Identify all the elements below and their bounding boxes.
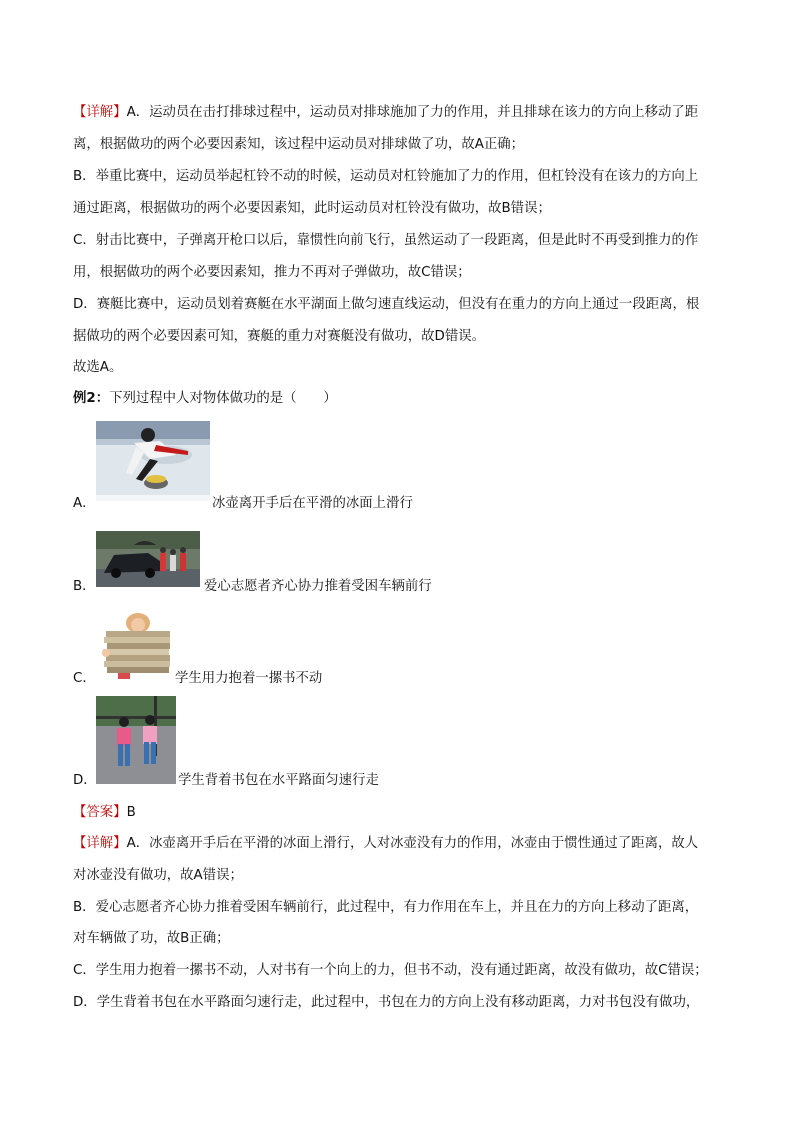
detail1-line-8: 据做功的两个必要因素可知，赛艇的重力对赛艇没有做功，故D错误。 (73, 329, 486, 344)
detail1-line-3: B．举重比赛中，运动员举起杠铃不动的时候，运动员对杠铃施加了力的作用，但杠铃没有在该力的方向上 (73, 169, 699, 184)
detail2-tag: 【详解】 (73, 836, 127, 851)
option-d-letter: D． (73, 773, 97, 788)
detail1-line-4: 通过距离，根据做功的两个必要因素知，此时运动员对杠铃没有做功，故B错误； (73, 201, 551, 216)
option-b-letter: B． (73, 579, 96, 594)
option-b-text: 爱心志愿者齐心协力推着受困车辆前行 (204, 579, 432, 594)
detail1-line-7: D．赛艇比赛中，运动员划着赛艇在水平湖面上做匀速直线运动，但没有在重力的方向上通过一段距离，根 (73, 297, 700, 312)
option-d-text: 学生背着书包在水平路面匀速行走 (178, 773, 379, 788)
example2-question-line (73, 389, 733, 409)
detail1-line-6: 用，根据做功的两个必要因素知，推力不再对子弹做功，故C错误； (73, 265, 471, 280)
walking-students-photo (96, 696, 176, 784)
example2-label: 例2： (73, 391, 110, 406)
detail1-tag: 【详解】 (73, 105, 127, 120)
detail1-line-2: 离，根据做功的两个必要因素知，该过程中运动员对排球做了功，故A正确； (73, 137, 525, 152)
example2-question: 下列过程中人对物体做功的是（ ） (109, 391, 337, 406)
holding-books-photo (100, 613, 172, 679)
option-a-letter: A． (73, 496, 96, 511)
detail1-line-5: C．射击比赛中，子弹离开枪口以后，靠惯性向前飞行，虽然运动了一段距离，但是此时不再受到推力的作 (73, 233, 699, 248)
detail2-line-2: 对冰壶没有做功，故A错误； (73, 868, 243, 883)
detail2-line-3: B．爱心志愿者齐心协力推着受困车辆前行，此过程中，有力作用在车上，并且在力的方向上移动了距离， (73, 900, 699, 915)
answer-value: B (126, 805, 136, 820)
detail2-line-5: C．学生用力抱着一摞书不动，人对书有一个向上的力，但书不动，没有通过距离，故没有做功，故C错误； (73, 963, 708, 978)
option-c-text: 学生用力抱着一摞书不动 (175, 671, 323, 686)
option-a-text: 冰壶离开手后在平滑的冰面上滑行 (212, 496, 413, 511)
curling-photo (96, 421, 210, 501)
detail1-line-1: 【详解】A．运动员在击打排球过程中，运动员对排球施加了力的作用，并且排球在该力的方向上移动了距 (73, 105, 699, 120)
detail2-line-1: 【详解】A．冰壶离开手后在平滑的冰面上滑行，人对冰壶没有力的作用，冰壶由于惯性通过了距离，故人 (73, 836, 699, 851)
pushing-car-photo (96, 531, 200, 587)
detail2-line-6: D．学生背着书包在水平路面匀速行走，此过程中，书包在力的方向上没有移动距离，力对书包没有做功， (73, 995, 700, 1010)
detail1-conclusion: 故选A。 (73, 360, 123, 375)
answer-line (73, 803, 733, 823)
detail2-line-4: 对车辆做了功，故B正确； (73, 931, 230, 946)
option-c-letter: C． (73, 671, 96, 686)
answer-tag: 【答案】 (73, 805, 127, 820)
